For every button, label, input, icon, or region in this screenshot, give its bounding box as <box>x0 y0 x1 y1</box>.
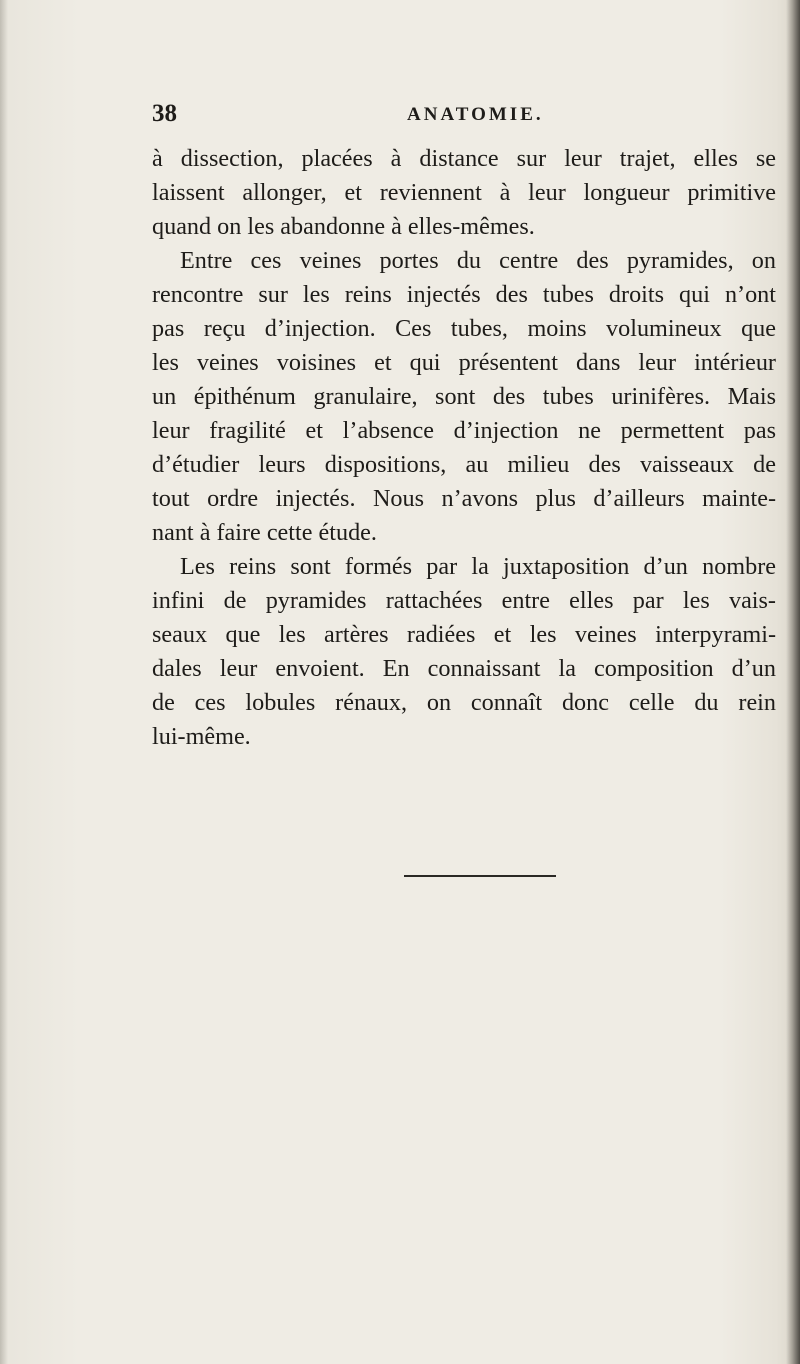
section-rule <box>404 875 556 877</box>
text-line: quand on les abandonne à elles-mêmes. <box>152 213 535 240</box>
page-number: 38 <box>152 100 177 127</box>
text-line: Entre ces veines portes du centre des pyramides, on <box>180 247 776 274</box>
text-line: d’étudier leurs dispositions, au milieu des vaisseaux de <box>152 451 776 478</box>
page-header <box>152 100 772 134</box>
text-line: Les reins sont formés par la juxtaposition d’un nombre <box>180 553 776 580</box>
text-line: un épithénum granulaire, sont des tubes urinifères. Mais <box>152 383 776 410</box>
text-line: lui-même. <box>152 723 251 750</box>
text-line: de ces lobules rénaux, on connaît donc celle du rein <box>152 689 776 716</box>
text-line: pas reçu d’injection. Ces tubes, moins volumineux que <box>152 315 776 342</box>
text-line: infini de pyramides rattachées entre elles par les vais- <box>152 587 776 614</box>
text-line: les veines voisines et qui présentent dans leur intérieur <box>152 349 776 376</box>
text-line: à dissection, placées à distance sur leur trajet, elles se <box>152 145 776 172</box>
page-right-edge <box>786 0 800 1364</box>
page-left-edge <box>0 0 8 1364</box>
text-line: rencontre sur les reins injectés des tubes droits qui n’ont <box>152 281 776 308</box>
body-text <box>152 142 776 754</box>
text-line: laissent allonger, et reviennent à leur longueur primitive <box>152 179 776 206</box>
text-line: nant à faire cette étude. <box>152 519 377 546</box>
text-line: leur fragilité et l’absence d’injection ne permettent pas <box>152 417 776 444</box>
text-line: tout ordre injectés. Nous n’avons plus d’ailleurs mainte- <box>152 485 776 512</box>
text-line: dales leur envoient. En connaissant la composition d’un <box>152 655 776 682</box>
text-line: seaux que les artères radiées et les veines interpyrami- <box>152 621 776 648</box>
running-title: ANATOMIE. <box>407 104 544 125</box>
